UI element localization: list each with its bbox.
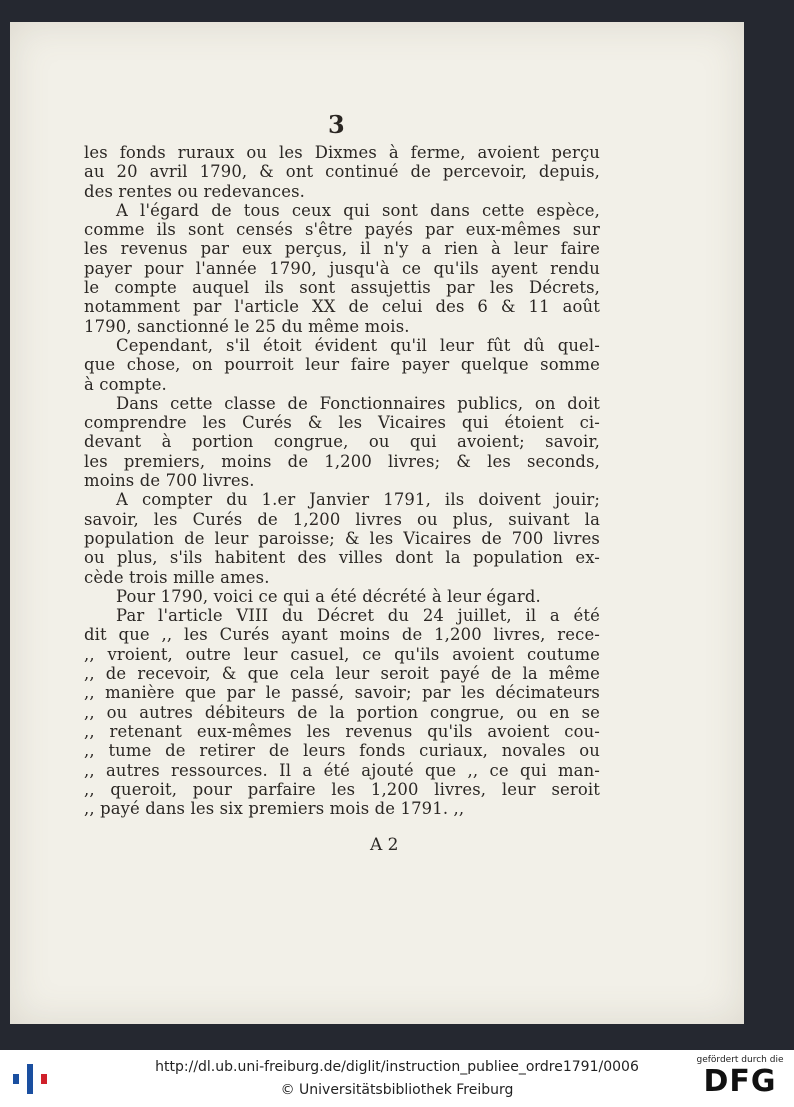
text-line: ou plus, s'ils habitent des villes dont la population ex- bbox=[84, 548, 600, 568]
text-line: ,, vroient, outre leur casuel, ce qu'ils avoient coutume bbox=[84, 644, 600, 664]
text-line: au 20 avril 1790, & ont continué de percevoir, depuis, bbox=[84, 162, 600, 182]
copyright-notice: © Universitätsbibliothek Freiburg bbox=[280, 1082, 514, 1098]
signature-mark: A 2 bbox=[370, 835, 399, 855]
text-line: Par l'article VIII du Décret du 24 juillet, il a été bbox=[116, 606, 600, 626]
text-line: devant à portion congrue, ou qui avoient; savoir, bbox=[84, 432, 600, 452]
text-line: ,, queroit, pour parfaire les 1,200 livres, leur seroit bbox=[84, 779, 600, 799]
viewer-footer bbox=[0, 1050, 794, 1107]
text-line: les premiers, moins de 1,200 livres; & les seconds, bbox=[84, 451, 600, 471]
text-line: Pour 1790, voici ce qui a été décrété à leur égard. bbox=[116, 586, 541, 606]
text-line: ,, tume de retirer de leurs fonds curiaux, novales ou bbox=[84, 741, 600, 761]
text-line: comme ils sont censés s'être payés par eux-mêmes sur bbox=[84, 220, 600, 240]
text-line: ,, autres ressources. Il a été ajouté que ,, ce qui man- bbox=[84, 760, 600, 780]
text-line: savoir, les Curés de 1,200 livres ou plus, suivant la bbox=[84, 509, 600, 529]
text-line: 1790, sanctionné le 25 du même mois. bbox=[84, 316, 410, 336]
book-page bbox=[10, 22, 744, 1024]
text-line: des rentes ou redevances. bbox=[84, 181, 306, 201]
text-line: les revenus par eux perçus, il n'y a rien à leur faire bbox=[84, 239, 600, 259]
text-line: ,, ou autres débiteurs de la portion congrue, ou en se bbox=[84, 702, 600, 722]
text-line: à compte. bbox=[84, 374, 167, 394]
page-number: 3 bbox=[328, 110, 345, 139]
text-line: les fonds ruraux ou les Dixmes à ferme, avoient perçu bbox=[84, 143, 600, 162]
dfg-logo: DFG bbox=[703, 1064, 777, 1099]
text-line: A compter du 1.er Janvier 1791, ils doivent jouir; bbox=[116, 490, 600, 510]
text-line: Dans cette classe de Fonctionnaires publics, on doit bbox=[116, 393, 600, 413]
text-line: ,, manière que par le passé, savoir; par les décimateurs bbox=[84, 683, 600, 703]
text-line: A l'égard de tous ceux qui sont dans cette espèce, bbox=[116, 200, 600, 220]
text-line: ,, de recevoir, & que cela leur seroit payé de la même bbox=[84, 664, 600, 684]
text-line: Cependant, s'il étoit évident qu'il leur fût dû quel- bbox=[116, 335, 600, 355]
text-line: notamment par l'article XX de celui des 6 & 11 août bbox=[84, 297, 600, 317]
text-line: ,, payé dans les six premiers mois de 1791. ,, bbox=[84, 799, 465, 819]
text-line: dit que ,, les Curés ayant moins de 1,200 livres, rece- bbox=[84, 625, 600, 645]
text-line: que chose, on pourroit leur faire payer quelque somme bbox=[84, 355, 600, 375]
text-line: population de leur paroisse; & les Vicaires de 700 livres bbox=[84, 528, 600, 548]
text-line: comprendre les Curés & les Vicaires qui étoient ci- bbox=[84, 413, 600, 433]
dfg-funding-badge bbox=[692, 1054, 788, 1104]
text-line: cède trois mille ames. bbox=[84, 567, 270, 587]
dfg-caption: gefördert durch die bbox=[696, 1055, 784, 1065]
text-line: moins de 700 livres. bbox=[84, 471, 255, 491]
text-line: le compte auquel ils sont assujettis par les Décrets, bbox=[84, 278, 600, 298]
page-text bbox=[84, 143, 600, 818]
permalink-url[interactable]: http://dl.ub.uni-freiburg.de/diglit/instruction_publiee_ordre1791/0006 bbox=[155, 1059, 639, 1075]
text-line: payer pour l'année 1790, jusqu'à ce qu'ils ayent rendu bbox=[84, 258, 600, 278]
text-line: ,, retenant eux-mêmes les revenus qu'ils avoient cou- bbox=[84, 721, 600, 741]
